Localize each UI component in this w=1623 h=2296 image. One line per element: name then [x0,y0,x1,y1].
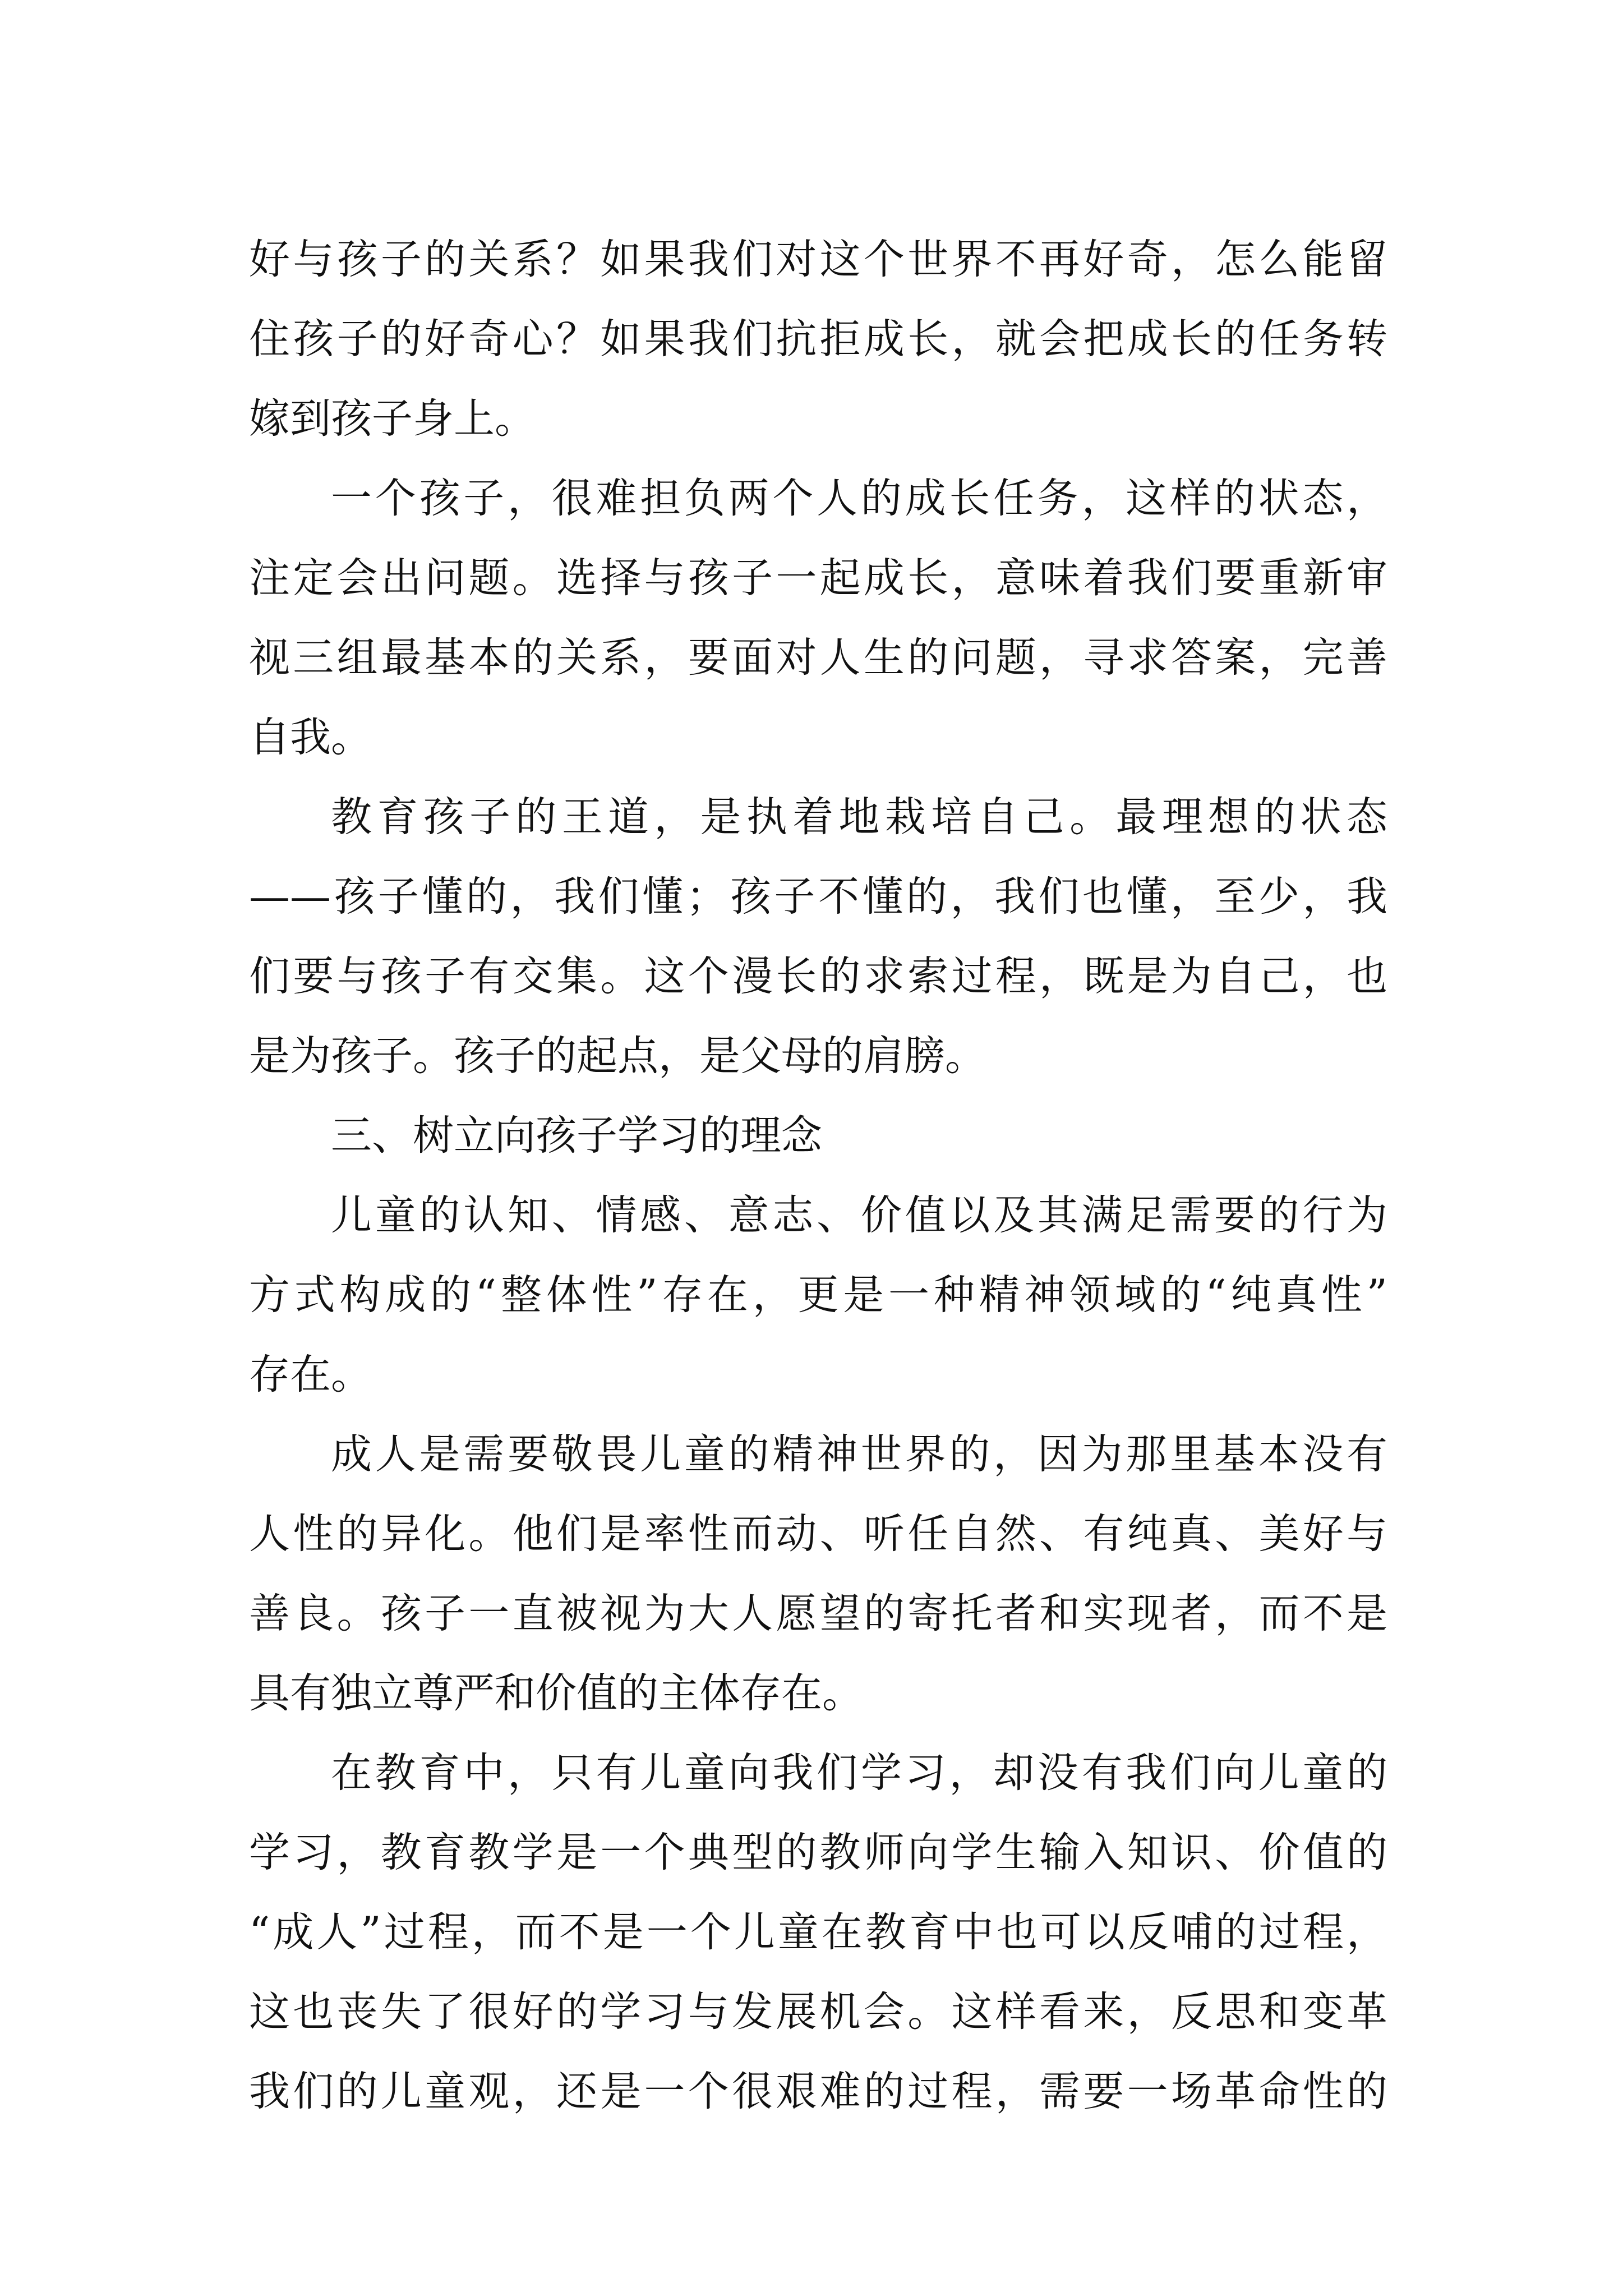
heading-text: 三、树立向孩子学习的理念 [331,1112,822,1159]
text-line: 人性的异化。他们是率性而动、听任自然、有纯真、美好与 [249,1510,1387,1558]
text-line: “成人”过程，而不是一个儿童在教育中也可以反哺的过程， [249,1908,1387,1956]
text-line: 学习，教育教学是一个典型的教师向学生输入知识、价值的 [249,1829,1387,1876]
text-line: 自我。 [249,714,372,761]
text-line: 善良。孩子一直被视为大人愿望的寄托者和实现者，而不是 [249,1590,1387,1637]
text-line: 存在。 [249,1351,372,1398]
text-line: 注定会出问题。选择与孩子一起成长，意味着我们要重新审 [249,554,1387,602]
text-line: 方式构成的“整体性”存在，更是一种精神领域的“纯真性” [249,1271,1387,1319]
text-line: 好与孩子的关系？如果我们对这个世界不再好奇，怎么能留 [249,236,1387,283]
paragraph [249,1176,1387,1415]
text-line: 是为孩子。孩子的起点，是父母的肩膀。 [249,1032,986,1080]
text-line: 在教育中，只有儿童向我们学习，却没有我们向儿童的 [331,1749,1387,1797]
text-line: 们要与孩子有交集。这个漫长的求索过程，既是为自己，也 [249,953,1387,1000]
paragraph [249,1415,1387,1733]
document-body [249,220,1387,2132]
text-line: 教育孩子的王道，是执着地栽培自己。最理想的状态 [331,793,1387,841]
text-line: 一个孩子，很难担负两个人的成长任务，这样的状态， [331,475,1387,522]
paragraph [249,220,1387,459]
text-line: 视三组最基本的关系，要面对人生的问题，寻求答案，完善 [249,634,1387,682]
text-line: 具有独立尊严和价值的主体存在。 [249,1669,863,1717]
text-line: 这也丧失了很好的学习与发展机会。这样看来，反思和变革 [249,1988,1387,2036]
paragraph [249,1733,1387,2132]
paragraph [249,777,1387,1096]
text-line: ——孩子懂的，我们懂；孩子不懂的，我们也懂，至少，我 [249,873,1387,921]
section-heading [249,1096,1387,1176]
text-line: 儿童的认知、情感、意志、价值以及其满足需要的行为 [331,1191,1387,1239]
text-line: 住孩子的好奇心？如果我们抗拒成长，就会把成长的任务转 [249,315,1387,363]
text-line: 嫁到孩子身上。 [249,395,536,443]
text-line: 成人是需要敬畏儿童的精神世界的，因为那里基本没有 [331,1430,1387,1478]
text-line: 我们的儿童观，还是一个很艰难的过程，需要一场革命性的 [249,2068,1387,2115]
paragraph [249,459,1387,777]
